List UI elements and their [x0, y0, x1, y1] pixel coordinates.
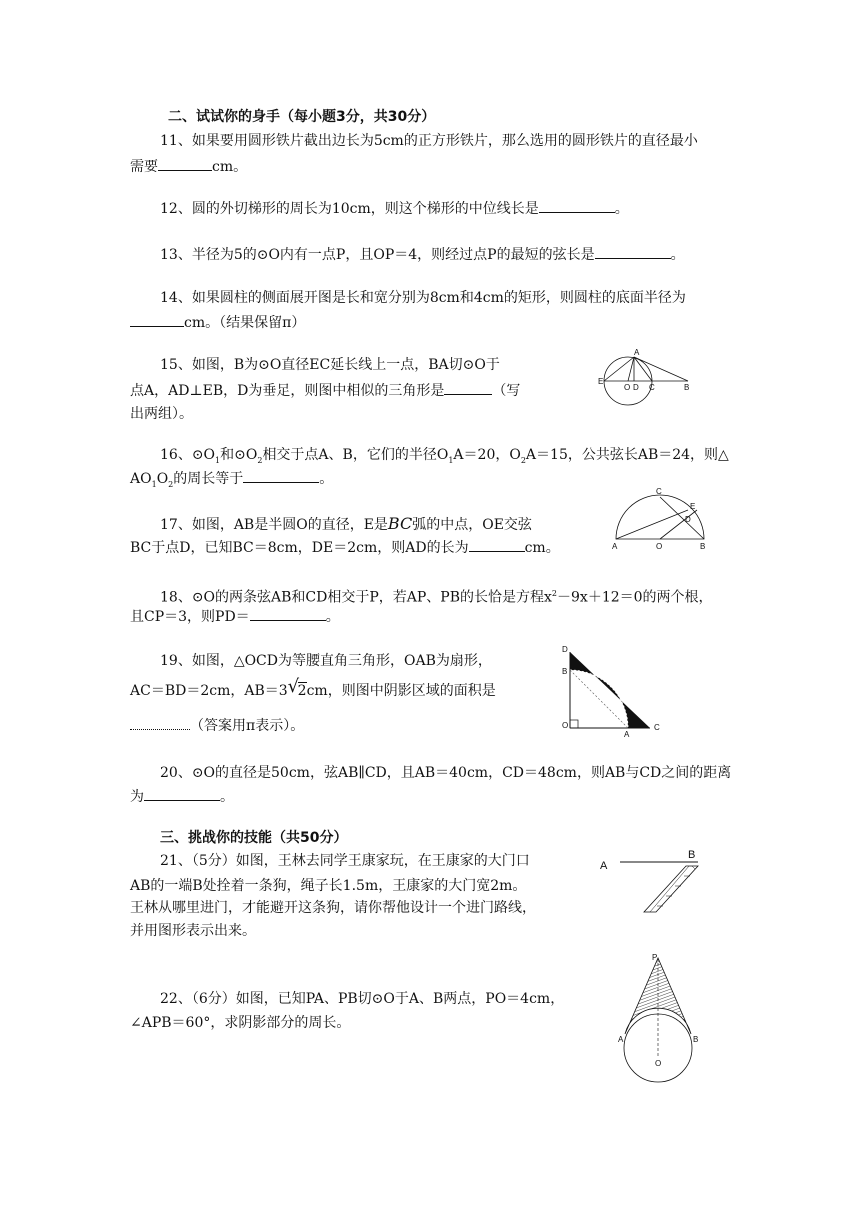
label-a: A — [600, 860, 608, 872]
question-19-line2: AC＝BD＝2cm，AB＝3 √ 2cm，则图中阴影区域的面积是 — [130, 676, 496, 699]
question-11-line2: 需要 cm。 — [130, 156, 247, 177]
question-21-line1: 21、（5分）如图，王林去同学王康家玩，在王康家的大门口 — [160, 853, 530, 869]
label-o: O — [656, 542, 663, 551]
question-20-line1: 20、⊙O的直径是50cm，弦AB∥CD，且AB＝40cm，CD＝48cm，则AB与CD之间的距离 — [160, 765, 732, 781]
label-b: B — [688, 849, 696, 861]
question-15-line1: 15、如图，B为⊙O直径EC延长线上一点，BA切⊙O于 — [160, 357, 500, 373]
answer-blank — [595, 244, 671, 259]
label-o: O — [624, 383, 631, 392]
question-11-line1: 11、如果要用圆形铁片截出边长为5cm的正方形铁片，那么选用的圆形铁片的直径最小 — [160, 133, 698, 149]
question-17-line1: 17、如图，AB是半圆O的直径，E是BC弧的中点，OE交弦 — [160, 514, 532, 533]
label-a: A — [634, 348, 640, 357]
answer-blank — [130, 715, 190, 730]
question-14-line2: cm。（结果保留π） — [130, 312, 305, 333]
question-19-line1: 19、如图，△OCD为等腰直角三角形，OAB为扇形， — [160, 653, 492, 669]
question-22-line1: 22、（6分）如图，已知PA、PB切⊙O于A、B两点，PO＝4cm， — [160, 991, 565, 1007]
label-b: B — [700, 542, 706, 551]
question-21-line4: 并用图形表示出来。 — [130, 923, 256, 939]
label-b: B — [684, 383, 690, 392]
question-13: 13、半径为5的⊙O内有一点P，且OP＝4，则经过点P的最短的弦长是 。 — [160, 244, 685, 265]
label-c: C — [649, 383, 655, 392]
question-21-line2: AB的一端B处拴着一条狗，绳子长1.5m，王康家的大门宽2m。 — [130, 878, 527, 894]
figure-19 — [558, 640, 666, 740]
label-d: D — [633, 383, 639, 392]
label-o: O — [562, 721, 569, 730]
question-17-line2: BC于点D，已知BC＝8cm，DE＝2cm，则AD的长为 cm。 — [130, 537, 560, 558]
figure-22 — [616, 948, 706, 1088]
label-c: C — [654, 723, 660, 732]
question-18-line2: 且CP＝3，则PD＝ 。 — [130, 606, 340, 627]
label-o: O — [655, 1059, 662, 1068]
label-d: D — [562, 645, 568, 654]
figure-17 — [608, 484, 712, 554]
label-a: A — [612, 542, 618, 551]
answer-blank — [158, 156, 212, 171]
question-21-line3: 王林从哪里进门，才能避开这条狗，请你帮他设计一个进门路线， — [130, 900, 536, 916]
label-e: E — [690, 502, 696, 511]
section-heading: 三、挑战你的技能（共50分） — [160, 830, 348, 846]
question-20-line2: 为 。 — [130, 786, 234, 807]
label-a: A — [618, 1035, 624, 1044]
answer-blank — [469, 537, 525, 552]
section-heading: 二、试试你的身手（每小题3分，共30分） — [168, 109, 436, 125]
figure-15 — [596, 346, 696, 410]
answer-blank — [250, 606, 326, 621]
question-16-line2: $AO_1O_2$的周长等于 。 — [130, 468, 333, 495]
label-b: B — [562, 667, 568, 676]
shaded-region — [570, 652, 650, 728]
answer-blank — [144, 786, 220, 801]
label-a: A — [624, 730, 630, 739]
label-c: C — [656, 487, 662, 496]
label-p: P — [652, 953, 658, 962]
wall — [644, 866, 698, 912]
question-18-line1: 18、⊙O的两条弦AB和CD相交于P，若AP、PB的长恰是方程$x^2-9x+12=0$的两个根， — [160, 589, 713, 606]
question-14-line1: 14、如果圆柱的侧面展开图是长和宽分别为8cm和4cm的矩形，则圆柱的底面半径为 — [160, 290, 686, 306]
question-12: 12、圆的外切梯形的周长为10cm，则这个梯形的中位线长是 。 — [160, 198, 629, 219]
label-e: E — [598, 377, 604, 386]
figure-21 — [596, 846, 706, 916]
question-22-line2: ∠APB＝60°，求阴影部分的周长。 — [130, 1015, 351, 1031]
label-d: D — [685, 515, 691, 524]
answer-blank — [130, 312, 184, 327]
label-b: B — [693, 1035, 699, 1044]
question-15-line3: 出两组）。 — [130, 406, 193, 422]
question-15-line2: 点A，AD⊥EB，D为垂足，则图中相似的三角形是 （写 — [130, 380, 520, 401]
question-16-line1: 16、$⊙O_1$和$⊙O_2$相交于点A、B，它们的半径$O_1A=20$，$O_2A=15$，公共弦长AB＝24，则△ — [160, 447, 729, 465]
answer-blank — [539, 198, 615, 213]
question-19-line3: （答案用π表示）。 — [130, 715, 304, 736]
answer-blank — [243, 468, 319, 483]
answer-blank — [444, 380, 492, 395]
